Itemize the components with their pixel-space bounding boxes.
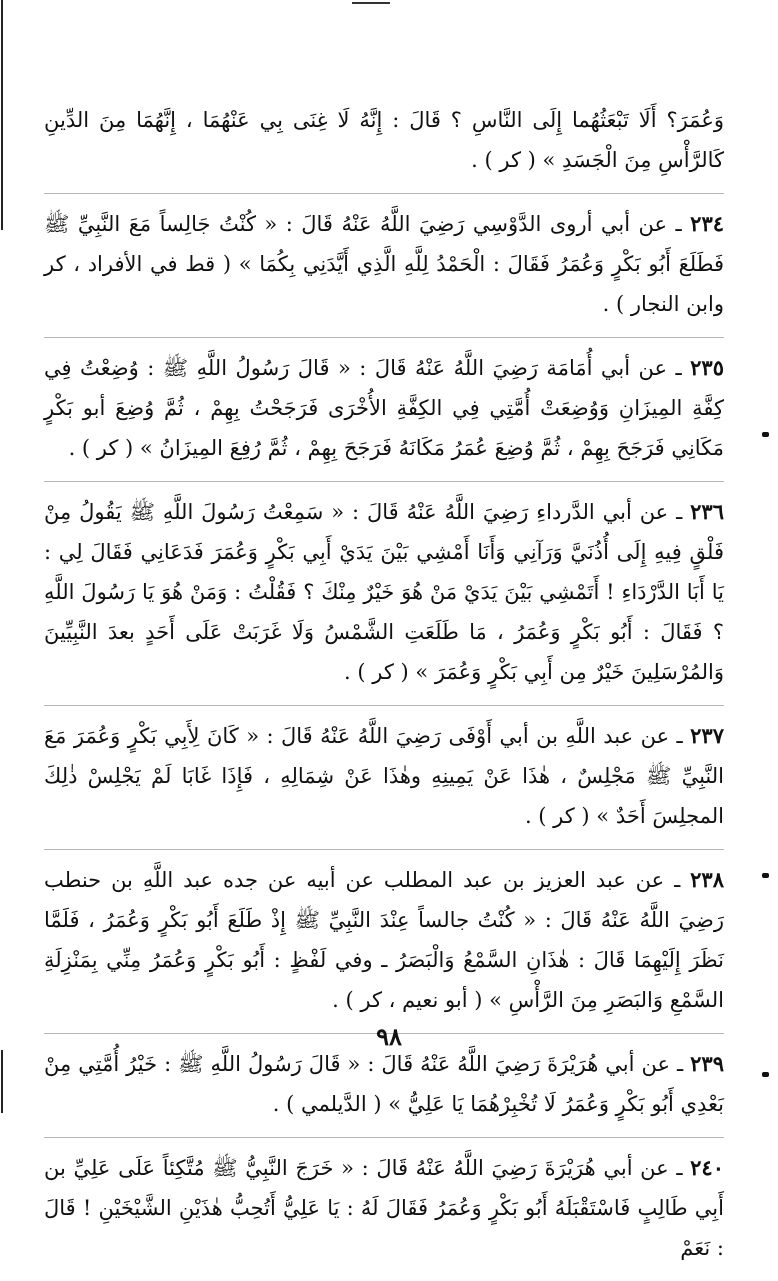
hadith-text: ـ عن عبد اللَّهِ بن أبي أَوْفَى رَضِيَ اللَّهُ عَنْهُ قَالَ : « كَانَ لِأَبِي بَكْرٍ وَعُمَرَ مَعَ النَّبِيِّ ﷺ مَجْلِسٌ ، هٰذَا عَنْ يَمِينِهِ وهٰذَا عَنْ شِمَالِهِ ، فَإِذَا غَابَا لَمْ يَجْلِسْ ذٰلِكَ المجلِسَ أَحَدٌ » ( كر ) .	[44, 724, 724, 828]
hadith-number: ٢٤٠	[690, 1155, 724, 1180]
hadith-number: ٢٣٨	[690, 867, 724, 892]
scan-mark	[352, 2, 390, 4]
divider	[44, 705, 724, 706]
hadith-234	[44, 204, 724, 324]
divider	[44, 849, 724, 850]
hadith-text: ـ عن أبي الدَّرداءِ رَضِيَ اللَّهُ عَنْهُ قَالَ : « سَمِعْتُ رَسُولَ اللَّهِ ﷺ يَقُولُ مِنْ فَلْقٍ فِيهِ إِلَى أُذُنَيَّ وَرَآنِي وَأَنَا أَمْشِي بَيْنَ يَدَيْ أَبِي بَكْرٍ وَعُمَرَ فَدَعَانِي فَقَالَ لِي : يَا أَبَا الدَّرْدَاءِ ! أَتَمْشِي بَيْنَ يَدَيْ مَنْ هُوَ خَيْرٌ مِنْكَ ؟ فَقُلْتُ : وَمَنْ هُوَ يَا رَسُولَ اللَّهِ ؟ فَقَالَ : أَبُو بَكْرٍ وَعُمَرُ ، مَا طَلَعَتِ الشَّمْسُ وَلَا غَرَبَتْ عَلَى أَحَدٍ بعدَ النَّبِيِّينَ وَالمُرْسَلِينَ خَيْرٌ مِن أَبِي بَكْرٍ وَعُمَرَ » ( كر ) .	[44, 500, 724, 684]
hadith-number: ٢٣٩	[690, 1051, 724, 1076]
hadith-text: ـ عن أبي هُرَيْرَةَ رَضِيَ اللَّهُ عَنْهُ قَالَ : « خَرَجَ النَّبِيُّ ﷺ مُتَّكِئاً عَلَى عَلِيِّ بن أَبِي طَالِبٍ فَاسْتَقْبَلَهُ أَبُو بَكْرٍ وَعُمَرُ فَقَالَ لَهُ : يَا عَلِيُّ أَتُحِبُّ هٰذَيْنِ الشَّيْخَيْنِ ! قَالَ : نَعَمْ	[44, 1156, 724, 1260]
divider	[44, 481, 724, 482]
hadith-number: ٢٣٤	[690, 211, 725, 236]
hadith-text: ـ عن أبي أُمَامَة رَضِيَ اللَّهُ عَنْهُ قَالَ : « قَالَ رَسُولُ اللَّهِ ﷺ : وُضِعْتُ فِي كِفَّةِ المِيزَانِ وَوُضِعَتْ أُمَّتِي فِي الكِفَّةِ الأُخْرَى فَرَجَحْتُ بِهِمْ ، ثُمَّ وُضِعَ أبو بَكْرٍ مَكَانِي فَرَجَحَ بِهِمْ ، ثُمَّ وُضِعَ عُمَرُ مَكَانَهُ فَرَجَحَ بِهِمْ ، ثُمَّ رُفِعَ المِيزَانُ » ( كر ) .	[44, 356, 724, 460]
page-number: ٩٨	[376, 1022, 402, 1051]
scan-edge-line	[1, 0, 3, 230]
hadith-236	[44, 492, 724, 692]
paragraph-continued	[44, 100, 724, 180]
scan-edge-line-bottom	[1, 1050, 3, 1113]
hadith-number: ٢٣٦	[690, 499, 724, 524]
hadith-text: ـ عن أبي أروى الدَّوْسِي رَضِيَ اللَّهُ عَنْهُ قَالَ : « كُنْتُ جَالِساً مَعَ النَّبِيِّ ﷺ فَطَلَعَ أَبُو بَكْرٍ وَعُمَرُ فَقَالَ : الْحَمْدُ لِلَّهِ الَّذِي أَيَّدَنِي بِكُمَا » ( قط في الأفراد ، كر وابن النجار ) .	[44, 212, 724, 316]
scan-speck	[762, 432, 769, 437]
scan-speck	[762, 1072, 769, 1077]
divider	[44, 193, 724, 194]
divider	[44, 337, 724, 338]
hadith-235	[44, 348, 724, 468]
hadith-text: ـ عن عبد العزيز بن عبد المطلب عن أبيه عن جده عبد اللَّهِ بن حنطب رَضِيَ اللَّهُ عَنْهُ قَالَ : « كُنْتُ جالساً عِنْدَ النَّبِيِّ ﷺ إِذْ طَلَعَ أَبُو بَكْرٍ وَعُمَرُ ، فَلَمَّا نَظَرَ إِلَيْهِمَا قَالَ : هٰذَانِ السَّمْعُ وَالْبَصَرُ ـ وفي لَفْظٍ : أَبُو بَكْرٍ وَعُمَرُ مِنِّي بِمَنْزِلَةِ السَّمْعِ وَالبَصَرِ مِنَ الرَّأْسِ » ( أبو نعيم ، كر ) .	[44, 868, 724, 1012]
scan-speck	[762, 873, 769, 878]
hadith-number: ٢٣٥	[690, 355, 724, 380]
hadith-text: ـ عن أبي هُرَيْرَةَ رَضِيَ اللَّهُ عَنْهُ قَالَ : « قَالَ رَسُولُ اللَّهِ ﷺ : خَيْرُ أُمَّتِي مِنْ بَعْدِي أَبُو بَكْرٍ وَعُمَرُ لَا تُخْبِرْهُمَا يَا عَلِيُّ » ( الدَّيلمي ) .	[44, 1052, 724, 1116]
hadith-239	[44, 1044, 724, 1124]
hadith-240	[44, 1148, 724, 1268]
paragraph-text: وَعُمَرَ؟ أَلَا تَبْعَثُهُما إِلَى النَّاسِ ؟ قَالَ : إِنَّهُ لَا غِنَى بِي عَنْهُمَا ، إِنَّهُمَا مِنَ الدِّينِ كَالرَّأْسِ مِنَ الْجَسَدِ » ( كر ) .	[44, 108, 724, 172]
divider	[44, 1137, 724, 1138]
hadith-238	[44, 860, 724, 1020]
hadith-237	[44, 716, 724, 836]
hadith-number: ٢٣٧	[690, 723, 724, 748]
page-body	[44, 100, 724, 1281]
